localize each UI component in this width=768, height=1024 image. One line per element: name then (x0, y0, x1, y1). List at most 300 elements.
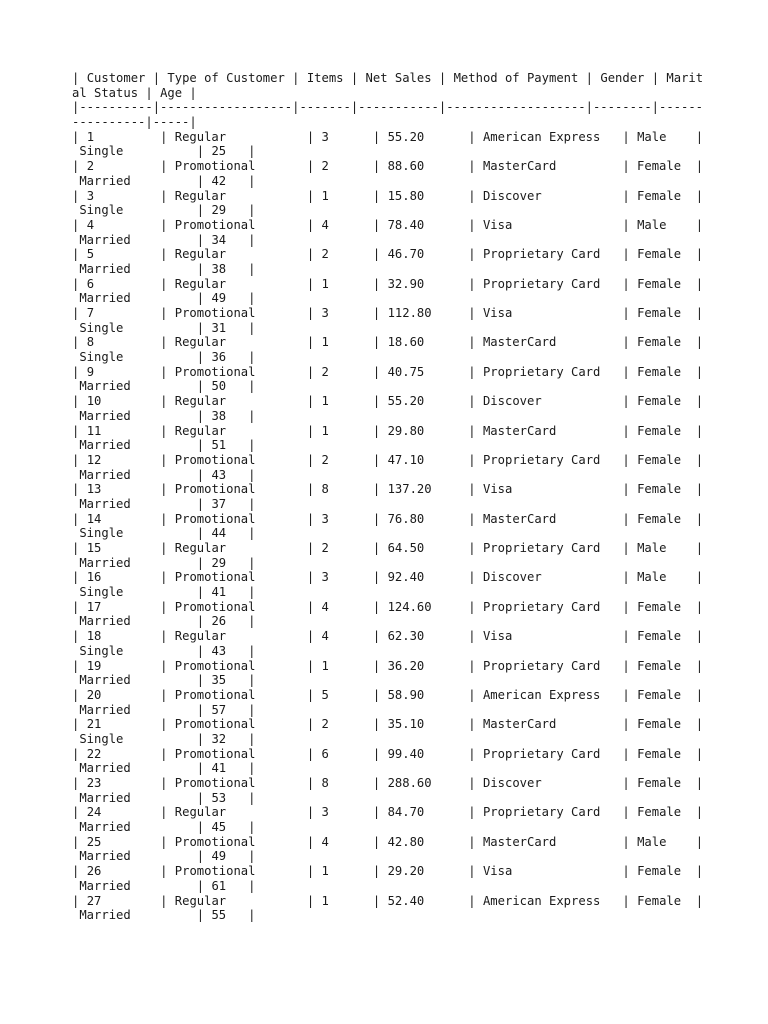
pipe-separator: | (152, 452, 175, 467)
cell-gender: Female (637, 394, 682, 409)
cell-items: 2 (321, 452, 329, 467)
cell-padding (226, 703, 241, 717)
pipe-separator: | (240, 614, 256, 629)
cell-padding (329, 130, 366, 144)
pipe-separator: | (688, 570, 704, 585)
cell-padding (131, 468, 190, 482)
cell-padding (226, 409, 241, 423)
cell-padding (226, 247, 299, 261)
cell-marital: Married (79, 614, 131, 629)
pipe-separator: | (365, 893, 388, 908)
pipe-separator: | (688, 394, 704, 409)
cell-payment: MasterCard (482, 834, 557, 849)
pipe-separator: | (365, 335, 388, 350)
cell-age: 41 (211, 585, 227, 600)
cell-padding (131, 497, 190, 511)
pipe-separator: | (615, 511, 638, 526)
pipe-separator: | (189, 467, 212, 482)
cell-padding (101, 835, 152, 849)
cell-padding (600, 365, 615, 379)
pipe-separator: | (189, 790, 212, 805)
pipe-separator: | (460, 834, 483, 849)
cell-padding (666, 570, 688, 584)
cell-padding (512, 306, 615, 320)
cell-padding (131, 409, 190, 423)
cell-padding (123, 526, 189, 540)
cell-net-sales: 62.30 (387, 629, 425, 644)
cell-marital: Married (79, 761, 131, 776)
cell-items: 3 (321, 511, 329, 526)
cell-net-sales: 84.70 (387, 805, 425, 820)
pipe-separator: | (365, 423, 388, 438)
cell-padding (424, 717, 461, 731)
pipe-separator: | (431, 71, 454, 85)
cell-padding (226, 203, 241, 217)
pipe-separator: | (615, 834, 638, 849)
table-row-continued (72, 761, 703, 776)
cell-type: Regular (174, 276, 227, 291)
cell-type: Promotional (174, 746, 256, 761)
cell-padding (101, 805, 152, 819)
pipe-separator: | (152, 511, 175, 526)
table-row-continued (72, 379, 703, 394)
cell-age: 41 (211, 761, 227, 776)
cell-padding (131, 556, 190, 570)
cell-payment: MasterCard (482, 423, 557, 438)
pipe-separator: | (299, 570, 322, 585)
cell-marital: Married (79, 467, 131, 482)
cell-net-sales: 137.20 (387, 482, 432, 497)
pipe-separator: | (644, 71, 667, 85)
pipe-separator: | (152, 423, 175, 438)
table-row-continued (72, 409, 703, 424)
cell-padding (556, 424, 615, 438)
pipe-separator: | (189, 908, 212, 923)
cell-padding (94, 189, 153, 203)
pipe-separator: | (72, 687, 87, 702)
cell-payment: Discover (482, 570, 542, 585)
cell-type: Promotional (174, 717, 256, 732)
pipe-separator: | (152, 805, 175, 820)
table-row (72, 189, 703, 204)
cell-padding (424, 365, 461, 379)
pipe-separator: | (460, 717, 483, 732)
cell-padding (131, 791, 190, 805)
header-cell: Marit (666, 71, 704, 85)
pipe-separator: | (615, 306, 638, 320)
cell-padding (101, 864, 152, 878)
pipe-separator: | (615, 217, 638, 232)
pipe-separator: | (460, 188, 483, 203)
pipe-separator: | (72, 217, 87, 232)
cell-customer: 2 (86, 159, 95, 174)
cell-padding (512, 218, 615, 232)
cell-padding (329, 541, 366, 555)
cell-customer: 16 (86, 570, 102, 585)
pipe-separator: | (615, 599, 638, 614)
pipe-separator: | (72, 570, 87, 585)
cell-padding (101, 659, 152, 673)
cell-padding (226, 424, 299, 438)
cell-padding (226, 350, 241, 364)
cell-customer: 23 (86, 776, 102, 790)
table-row (72, 424, 703, 439)
table-row-continued (72, 849, 703, 864)
pipe-separator: | (343, 71, 366, 85)
cell-padding (600, 130, 615, 144)
cell-items: 2 (321, 541, 329, 555)
pipe-separator: | (240, 731, 256, 746)
pipe-separator: | (688, 746, 704, 761)
pipe-separator: | (152, 394, 175, 409)
header-cell: Gender (600, 71, 645, 85)
cell-padding (94, 335, 153, 349)
cell-net-sales: 36.20 (387, 658, 425, 673)
cell-payment: American Express (482, 893, 601, 908)
cell-gender: Female (637, 717, 682, 732)
pipe-separator: | (688, 864, 704, 879)
table-row-continued (72, 291, 703, 306)
cell-type: Regular (174, 629, 227, 644)
cell-padding (512, 864, 615, 878)
cell-padding (666, 130, 688, 144)
pipe-separator: | (460, 364, 483, 379)
pipe-separator: | (189, 232, 212, 247)
pipe-separator: | (460, 217, 483, 232)
cell-net-sales: 29.20 (387, 864, 425, 879)
pipe-separator: | (299, 482, 322, 497)
cell-padding (329, 894, 366, 908)
cell-age: 26 (211, 614, 227, 629)
table-row-continued (72, 585, 703, 600)
cell-net-sales: 52.40 (387, 893, 425, 908)
cell-payment: Discover (482, 188, 542, 203)
pipe-separator: | (240, 555, 256, 570)
cell-customer: 22 (86, 746, 102, 761)
pipe-separator: | (365, 217, 388, 232)
table-row (72, 688, 703, 703)
pipe-separator: | (240, 585, 256, 600)
cell-payment: Visa (482, 482, 513, 497)
cell-gender: Male (637, 129, 667, 144)
pipe-separator: | (365, 541, 388, 555)
pipe-separator: | (240, 232, 256, 247)
pipe-separator: | (299, 188, 322, 203)
table-header-row-continued (72, 86, 703, 101)
pipe-separator: | (152, 570, 175, 585)
pipe-separator: | (365, 511, 388, 526)
table-row (72, 570, 703, 585)
cell-items: 1 (321, 276, 329, 291)
pipe-separator: | (365, 452, 388, 467)
pipe-separator: | (72, 423, 87, 438)
cell-padding (666, 835, 688, 849)
cell-net-sales: 64.50 (387, 541, 425, 555)
cell-padding (424, 189, 461, 203)
pipe-separator: | (615, 364, 638, 379)
table-row-continued (72, 556, 703, 571)
cell-padding (329, 512, 366, 526)
cell-padding (94, 159, 153, 173)
cell-padding (94, 277, 153, 291)
cell-type: Promotional (174, 776, 256, 790)
pipe-separator: | (189, 555, 212, 570)
cell-padding (131, 262, 190, 276)
cell-padding (226, 130, 299, 144)
cell-padding (329, 747, 366, 761)
pipe-separator: | (152, 306, 175, 320)
table-row (72, 277, 703, 292)
cell-payment: Proprietary Card (482, 364, 601, 379)
cell-padding (424, 130, 461, 144)
cell-customer: 20 (86, 687, 102, 702)
cell-padding (131, 174, 190, 188)
cell-padding (556, 717, 615, 731)
cell-padding (226, 174, 241, 188)
cell-padding (101, 482, 152, 496)
table-row (72, 835, 703, 850)
cell-padding (255, 365, 299, 379)
pipe-separator: | (688, 482, 704, 497)
cell-items: 1 (321, 394, 329, 409)
cell-gender: Female (637, 364, 682, 379)
cell-padding (131, 879, 190, 893)
cell-padding (123, 585, 189, 599)
pipe-separator: | (72, 658, 87, 673)
cell-age: 43 (211, 467, 227, 482)
cell-padding (226, 291, 241, 305)
table-row (72, 776, 703, 791)
cell-padding (226, 908, 241, 922)
cell-padding (131, 614, 190, 628)
table-row-continued (72, 703, 703, 718)
table-row-continued (72, 732, 703, 747)
cell-gender: Female (637, 247, 682, 262)
cell-padding (226, 438, 241, 452)
pipe-separator: | (240, 878, 256, 893)
pipe-separator: | (365, 717, 388, 732)
pipe-separator: | (240, 350, 256, 365)
cell-customer: 12 (86, 452, 102, 467)
pipe-separator: | (72, 364, 87, 379)
cell-items: 4 (321, 599, 329, 614)
pipe-separator: | (365, 776, 388, 790)
table-row (72, 747, 703, 762)
cell-customer: 21 (86, 717, 102, 732)
pipe-separator: | (240, 173, 256, 188)
cell-padding (226, 335, 299, 349)
pipe-separator: | (615, 188, 638, 203)
pipe-separator: | (240, 203, 256, 218)
cell-customer: 19 (86, 658, 102, 673)
pipe-separator: | (615, 335, 638, 350)
pipe-separator: | (299, 306, 322, 320)
table-row-continued (72, 144, 703, 159)
cell-payment: MasterCard (482, 159, 557, 174)
cell-type: Regular (174, 247, 227, 262)
pipe-separator: | (578, 71, 601, 85)
pipe-separator: | (72, 805, 87, 820)
pipe-separator: | (138, 85, 161, 100)
cell-age: 29 (211, 203, 227, 218)
pipe-separator: | (688, 306, 704, 320)
pipe-separator: | (152, 159, 175, 174)
cell-padding (101, 570, 152, 584)
cell-padding (255, 570, 299, 584)
pipe-separator: | (240, 820, 256, 835)
cell-age: 35 (211, 673, 227, 688)
cell-age: 42 (211, 173, 227, 188)
cell-customer: 26 (86, 864, 102, 879)
cell-padding (329, 218, 366, 232)
cell-customer: 7 (86, 306, 95, 320)
cell-padding (556, 159, 615, 173)
cell-padding (600, 894, 615, 908)
cell-net-sales: 47.10 (387, 452, 425, 467)
cell-padding (424, 541, 461, 555)
table-row (72, 717, 703, 732)
pipe-separator: | (152, 834, 175, 849)
pipe-separator: | (152, 776, 175, 790)
cell-padding (424, 688, 461, 702)
cell-age: 61 (211, 878, 227, 893)
cell-customer: 15 (86, 541, 102, 555)
cell-age: 43 (211, 643, 227, 658)
cell-padding (600, 541, 615, 555)
pipe-separator: | (72, 247, 87, 262)
cell-padding (101, 629, 152, 643)
cell-padding (94, 365, 153, 379)
cell-age: 38 (211, 408, 227, 423)
cell-customer: 8 (86, 335, 95, 350)
pipe-separator: | (460, 306, 483, 320)
pipe-separator: | (688, 217, 704, 232)
cell-payment: Visa (482, 217, 513, 232)
pipe-separator: | (615, 570, 638, 585)
pipe-separator: | (72, 717, 87, 732)
table-row-continued (72, 174, 703, 189)
table-row (72, 512, 703, 527)
pipe-separator: | (460, 658, 483, 673)
cell-padding (226, 526, 241, 540)
pipe-separator: | (299, 159, 322, 174)
table-row (72, 629, 703, 644)
cell-items: 1 (321, 893, 329, 908)
cell-marital: Married (79, 496, 131, 511)
pipe-separator: | (152, 276, 175, 291)
cell-padding (94, 130, 153, 144)
cell-items: 3 (321, 306, 329, 320)
pipe-separator: | (152, 599, 175, 614)
cell-padding (424, 335, 461, 349)
cell-net-sales: 55.20 (387, 129, 425, 144)
pipe-separator: | (688, 893, 704, 908)
cell-net-sales: 46.70 (387, 247, 425, 262)
cell-padding (424, 894, 461, 908)
pipe-separator: | (189, 731, 212, 746)
cell-padding (329, 805, 366, 819)
pipe-separator: | (152, 893, 175, 908)
table-row (72, 335, 703, 350)
cell-marital: Single (79, 350, 124, 365)
pipe-separator: | (240, 379, 256, 394)
pipe-separator: | (460, 423, 483, 438)
cell-type: Regular (174, 541, 227, 555)
cell-padding (329, 688, 366, 702)
pipe-separator: | (152, 217, 175, 232)
cell-marital: Married (79, 790, 131, 805)
cell-padding (226, 497, 241, 511)
pipe-separator: | (365, 129, 388, 144)
pipe-separator: | (615, 247, 638, 262)
pipe-separator: | (688, 423, 704, 438)
cell-payment: American Express (482, 687, 601, 702)
cell-gender: Female (637, 893, 682, 908)
pipe-separator: | (365, 687, 388, 702)
pipe-separator: | (72, 159, 87, 174)
cell-padding (101, 600, 152, 614)
pipe-separator: | (615, 658, 638, 673)
cell-padding (424, 512, 461, 526)
pipe-separator: | (615, 276, 638, 291)
pipe-separator: | (365, 482, 388, 497)
pipe-separator: | (189, 173, 212, 188)
cell-padding (123, 732, 189, 746)
cell-padding (329, 424, 366, 438)
pipe-separator: | (189, 379, 212, 394)
pipe-separator: | (299, 717, 322, 732)
pipe-separator: | (688, 599, 704, 614)
cell-gender: Female (637, 423, 682, 438)
table-row (72, 894, 703, 909)
cell-type: Promotional (174, 452, 256, 467)
cell-payment: Proprietary Card (482, 541, 601, 555)
table-row (72, 365, 703, 380)
pipe-separator: | (189, 438, 212, 453)
cell-padding (226, 644, 241, 658)
cell-payment: MasterCard (482, 511, 557, 526)
cell-gender: Female (637, 452, 682, 467)
pipe-separator: | (299, 217, 322, 232)
pipe-separator: | (240, 144, 256, 159)
cell-gender: Male (637, 541, 667, 555)
table-separator-row (72, 100, 703, 115)
pipe-separator: | (365, 247, 388, 262)
cell-padding (226, 321, 241, 335)
cell-customer: 1 (86, 129, 95, 144)
cell-type: Promotional (174, 570, 256, 585)
cell-padding (131, 291, 190, 305)
table-row-continued (72, 321, 703, 336)
pipe-separator: | (189, 673, 212, 688)
cell-padding (424, 247, 461, 261)
cell-marital: Married (79, 261, 131, 276)
cell-padding (94, 218, 153, 232)
cell-padding (101, 747, 152, 761)
cell-age: 29 (211, 555, 227, 570)
cell-gender: Female (637, 306, 682, 320)
cell-padding (329, 365, 366, 379)
pipe-separator: | (284, 71, 307, 85)
cell-gender: Female (637, 599, 682, 614)
cell-padding (226, 144, 241, 158)
pipe-separator: | (152, 482, 175, 497)
cell-customer: 24 (86, 805, 102, 820)
cell-padding (556, 512, 615, 526)
cell-payment: Discover (482, 394, 542, 409)
cell-padding (424, 835, 461, 849)
pipe-separator: | (688, 276, 704, 291)
